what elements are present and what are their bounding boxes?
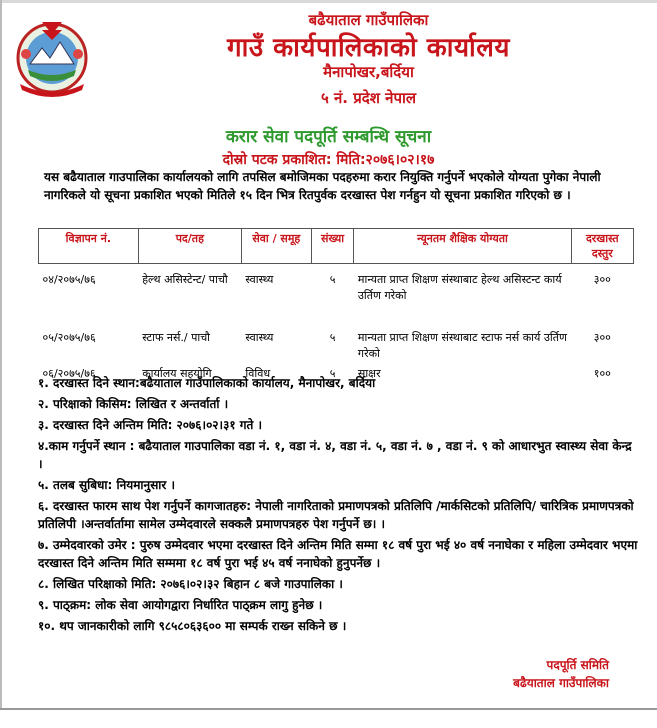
- top-border: [0, 0, 657, 3]
- list-item: १०. थप जानकारीको लागि ९८५८०६३६०० मा सम्पर्क राख्न सकिने छ ।: [38, 619, 347, 633]
- list-item: १. दरखास्त दिने स्थान:बढैयाताल गाउँपालिकाको कार्यालय, मैनापोखर, बर्दिया: [38, 376, 376, 390]
- bottom-border: [0, 708, 657, 710]
- cell-ad-no: ०५/२०७५/७६: [42, 330, 96, 344]
- cell-count: ५: [329, 273, 336, 286]
- list-item: ३. दरखास्त दिने अन्तिम मिति: २०७६।०२।३१ गते ।: [38, 418, 263, 432]
- cell-ad-no: ०६/२०७५/७६: [42, 366, 96, 380]
- cell-count: ५: [329, 330, 336, 344]
- vacancy-table: [38, 228, 634, 384]
- cell-post: कार्यालय सहयोगि: [142, 366, 212, 380]
- header-count: संख्या: [311, 229, 354, 264]
- table-row: [39, 264, 634, 316]
- cell-post: हेल्थ असिस्टेन्ट/ पाचौ: [142, 273, 228, 286]
- cell-qualification: साक्षर: [357, 366, 381, 380]
- cell-service: स्वास्थ्य: [245, 273, 274, 286]
- cell-fee: १००: [593, 366, 611, 380]
- cell-qualification: मान्यता प्राप्त शिक्षण संस्थाबाट हेल्थ असिस्टन्ट कार्य उर्तिण गरेको: [357, 273, 562, 302]
- office-title: गाउँ कार्यपालिकाको कार्यालय: [227, 33, 510, 63]
- list-item: ७. उम्मेदवारको उमेर : पुरुष उम्मेदवार भएमा दरखास्त दिने अन्तिम मिति सम्मा १८ वर्ष पुरा भई ४० वर्ष ननाघेका र महिला उम्मेदवार भएमा दरखास्त दिने अन्तिम मिति सम्ममा १८ वर्ष पुरा भई ४५ वर्ष ननाघेको हुनुपर्नेछ ।: [38, 538, 638, 570]
- left-border: [0, 0, 2, 710]
- cell-qualification: मान्यता प्राप्त शिक्षण संस्थाबाट स्टाफ नर्स कार्य उर्तिण गरेको: [357, 330, 567, 360]
- list-item: २. परिक्षाको किसिम: लिखित र अन्तर्वार्ता ।: [38, 397, 229, 411]
- cell-fee: ३००: [593, 273, 611, 286]
- list-item: ४.काम गर्नुपर्ने स्थान : बढैयाताल गाउपालिका वडा नं. १, वडा नं. ४, वडा नं. ५, वडा नं. ७ , वडा नं. ९ को आधारभुत स्वास्थ्य सेवा केन्द्र ।: [38, 439, 632, 471]
- header-post: पद/तह: [138, 229, 241, 264]
- notice-intro: यस बढैयाताल गाउपालिका कार्यालयको लागि तपसिल बमोजिमका पदहरुमा करार नियुक्ति गर्नुपर्ने भएकोले योग्यता पुगेका नेपाली नागरिकले यो सूचना प्रकाशित भएको मितिले १५ दिन भित्र रितपुर्वक दरखास्त पेश गर्नहुन यो सूचना प्रकाशित गरिएको छ ।: [44, 170, 601, 202]
- cell-ad-no: ०४/२०७५/७६: [42, 273, 96, 286]
- header-service: सेवा / समूह: [241, 229, 311, 264]
- list-item: ५. तलब सुबिधा: नियमानुसार ।: [38, 478, 176, 492]
- cell-post: स्टाफ नर्स./ पाचौ: [142, 330, 211, 344]
- notice-subtitle: दोस्रो पटक प्रकाशित: मिति:२०७६।०२।१७: [222, 152, 435, 168]
- province-name: ५ नं. प्रदेश नेपाल: [320, 89, 417, 107]
- cell-service: स्वास्थ्य: [245, 330, 274, 344]
- notice-points: [38, 374, 638, 638]
- cell-count: ५: [329, 366, 336, 380]
- table-header-row: [39, 229, 634, 264]
- header-ad-no: विज्ञापन नं.: [39, 229, 139, 264]
- header-qualification: न्यूनतम शैक्षिक योग्यता: [354, 229, 571, 264]
- cell-service: विविध: [245, 366, 271, 380]
- municipality-name: बढैयाताल गाउँपालिका: [308, 11, 429, 29]
- table-row: [39, 316, 634, 364]
- list-item: ६. दरखास्त फारम साथ पेश गर्नुपर्ने कागजातहरु: नेपाली नागरिताको प्रमाणपत्रको प्रतिलिपि /मार्कसिटको प्रतिलिपि/ चारित्रिक प्रमाणपत्रको प्रतिलिपी ।अन्तर्वार्तामा सामेल उम्मेदवारले सक्कलै प्रमाणपत्रहरु पेश गर्नुपर्ने छ। ।: [38, 499, 634, 531]
- office-address: मैनापोखर,बर्दिया: [323, 63, 414, 81]
- signature-committee: पदपूर्ति समिति: [546, 658, 609, 672]
- cell-fee: ३००: [593, 330, 611, 344]
- notice-title: करार सेवा पदपूर्ति सम्बन्धि सूचना: [225, 127, 432, 147]
- list-item: ९. पाठ्क्रम: लोक सेवा आयोगद्वारा निर्धारित पाठ्क्रम लागु हुनेछ ।: [38, 598, 323, 612]
- list-item: ८. लिखित परिक्षाको मिति: २०७६।०२।३२ बिहान ८ बजे गाउपालिका ।: [38, 577, 343, 591]
- signature-block: [513, 656, 609, 692]
- header-fee: दरखास्त दस्तुर: [571, 229, 633, 264]
- signature-body: बढैयाताल गाउँपालिका: [513, 676, 609, 690]
